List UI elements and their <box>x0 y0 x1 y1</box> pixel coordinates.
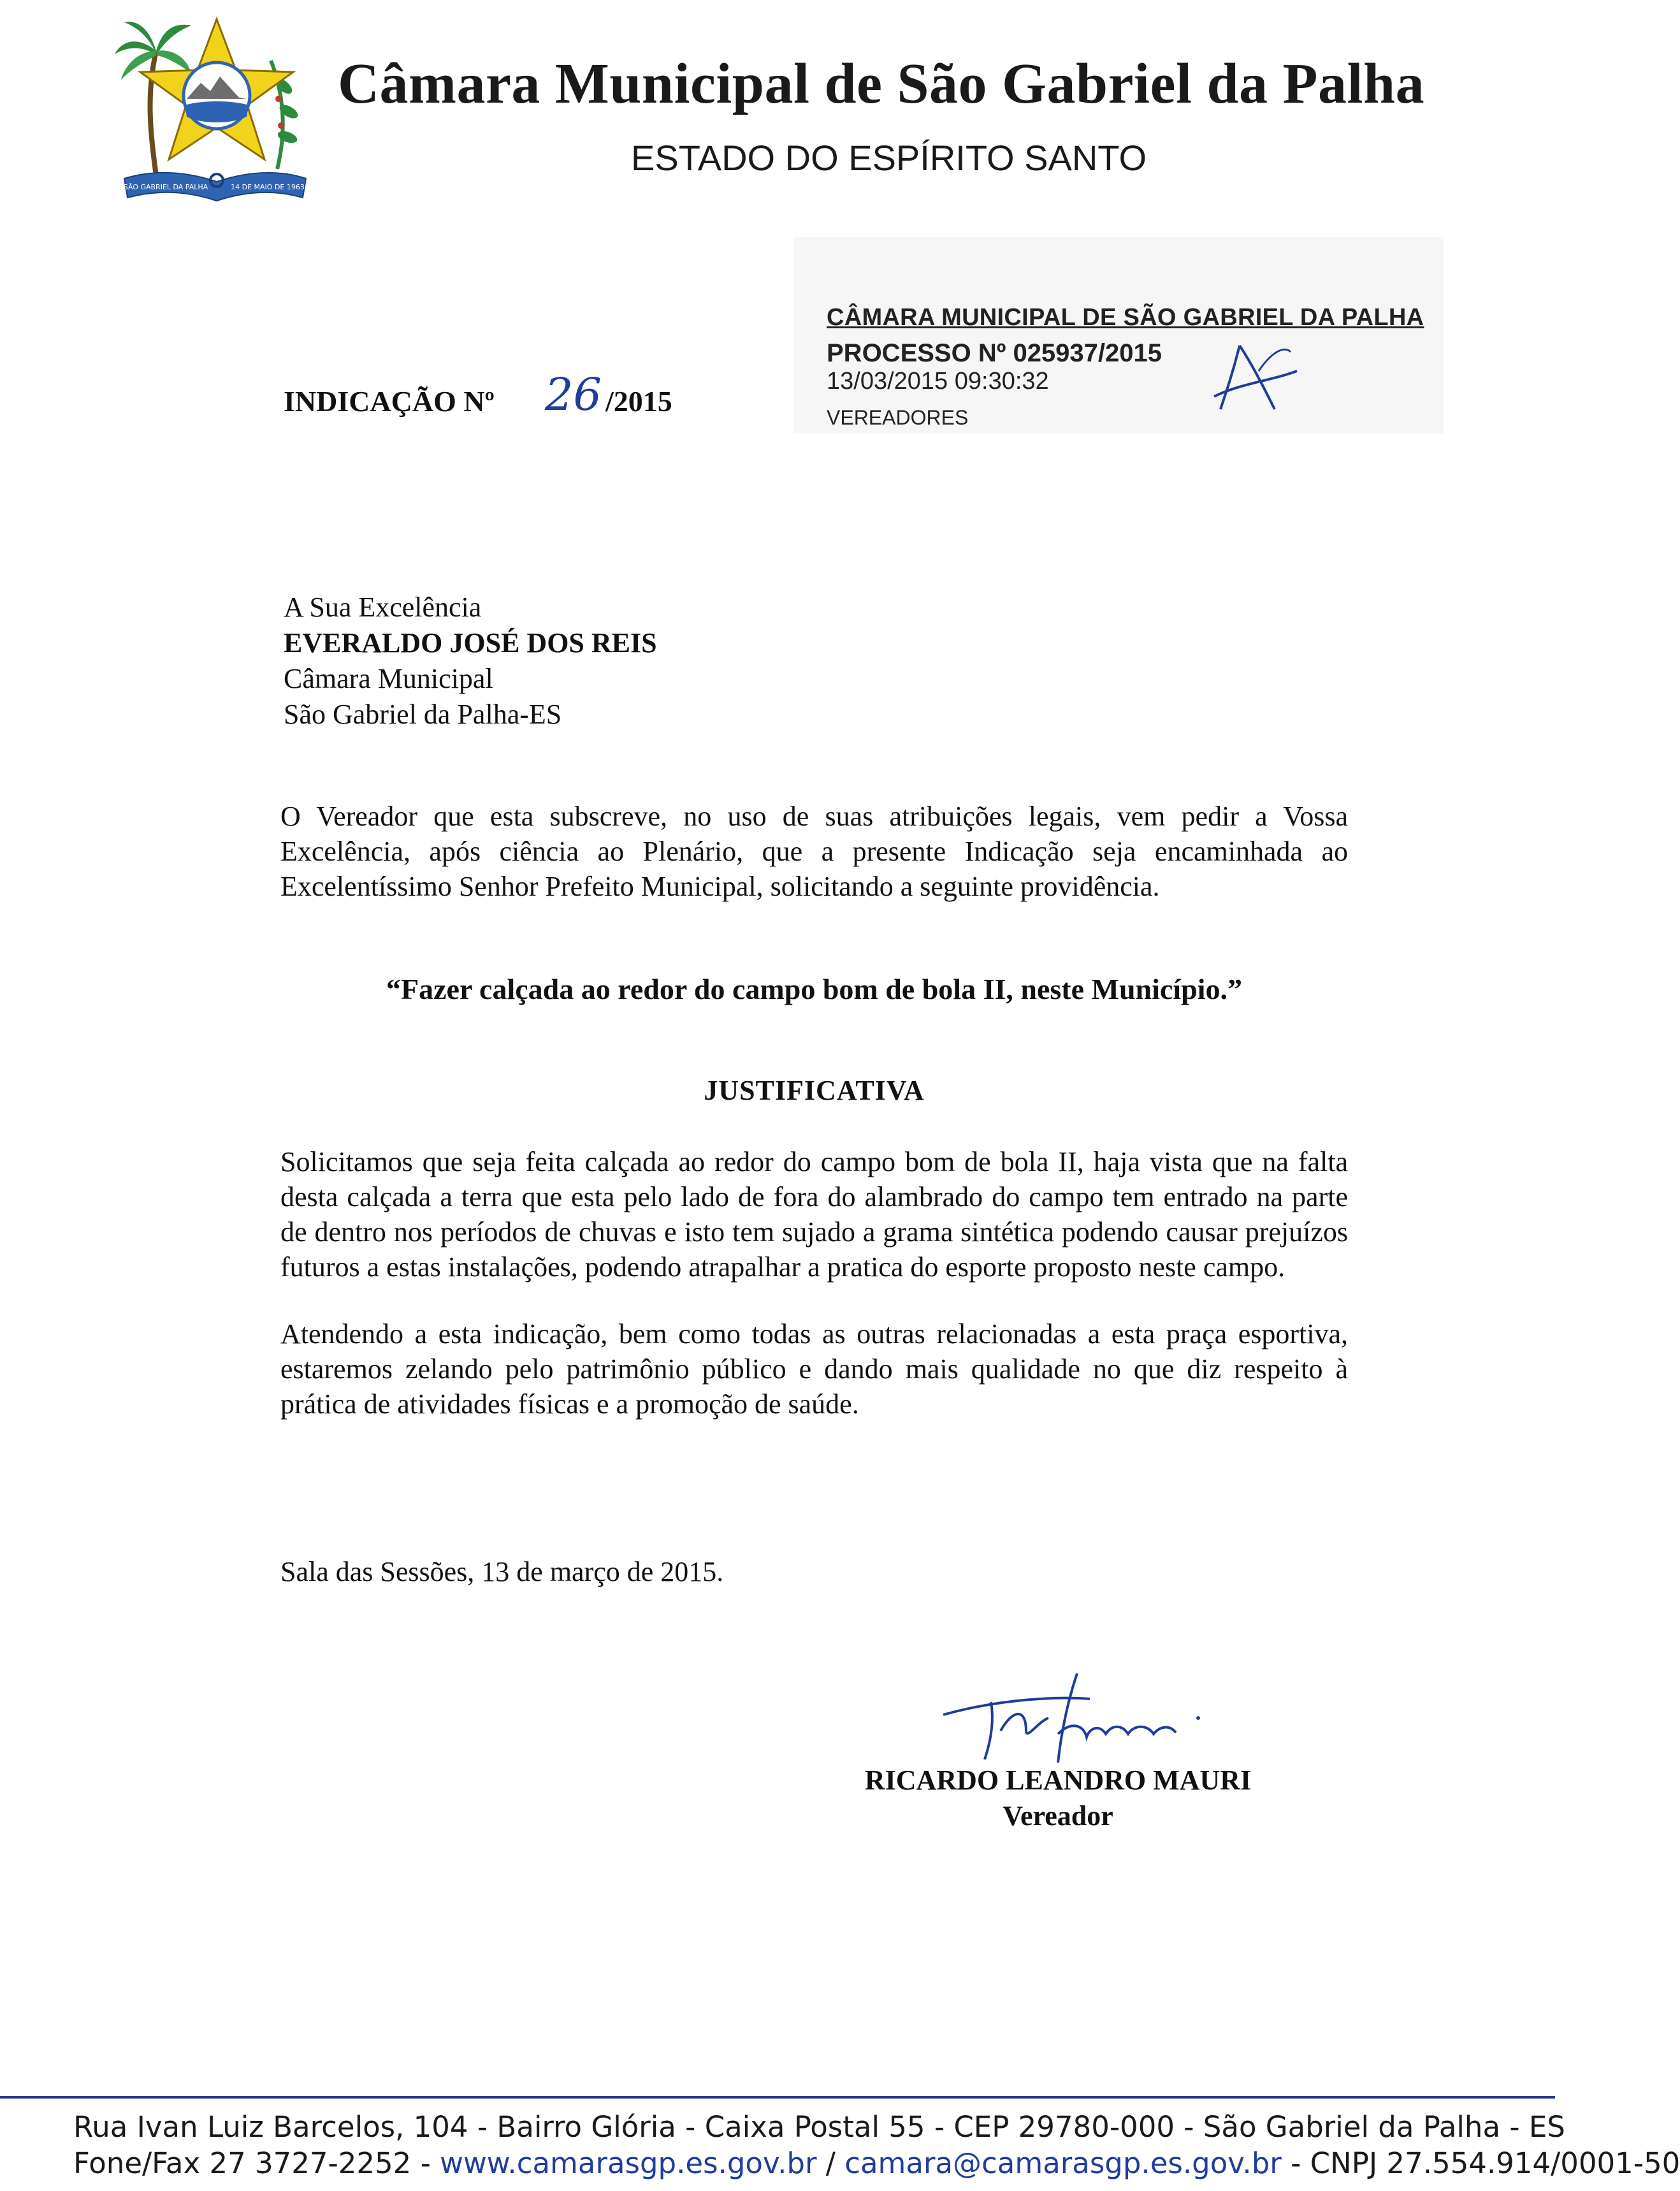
justification-paragraph-2: Atendendo a esta indicação, bem como todas as outras relacionadas a esta praça esportiva, estaremos zelando pelo patrimônio público e dando mais qualidade no que diz respeito à prática de atividades físicas e a promoção de saúde. <box>280 1318 1348 1420</box>
stamp-institution: CÂMARA MUNICIPAL DE SÃO GABRIEL DA PALHA <box>827 304 1424 331</box>
footer-contact <box>73 2146 1680 2180</box>
indication-year: /2015 <box>605 385 672 418</box>
recipient-org: Câmara Municipal <box>284 663 493 694</box>
stamp-process-number: PROCESSO Nº 025937/2015 <box>827 339 1162 367</box>
handwritten-signature-icon <box>931 1670 1230 1766</box>
indication-number: 26 <box>545 368 602 421</box>
recipient-block <box>284 590 657 732</box>
footer-email-link[interactable]: camara@camarasgp.es.gov.br <box>844 2146 1282 2180</box>
signer-name: RICARDO LEANDRO MAURI <box>864 1765 1252 1796</box>
seal-ribbon-right: 14 DE MAIO DE 1963 <box>231 183 305 191</box>
intro-paragraph: O Vereador que esta subscreve, no uso de suas atribuições legais, vem pedir a Vossa Excelência, após ciência ao Plenário, que a presente Indicação seja encaminhada ao Excelentíssimo Senhor Prefeito Municipal, solicitando a seguinte providência. <box>280 801 1348 902</box>
footer-phone: Fone/Fax 27 3727-2252 - <box>73 2146 440 2180</box>
municipal-seal-logo <box>112 16 315 207</box>
signer-block <box>848 1763 1268 1834</box>
stamp-initial-signature-icon <box>1214 333 1303 416</box>
stamp-department: VEREADORES <box>827 406 969 429</box>
footer-divider <box>0 2096 1555 2099</box>
indication-label: INDICAÇÃO Nº <box>284 385 495 418</box>
justification-paragraph-1: Solicitamos que seja feita calçada ao redor do campo bom de bola II, haja vista que na falta desta calçada a terra que esta pelo lado de fora do alambrado do campo tem entrado na parte de dentro nos períodos de chuvas e isto tem sujado a grama sintética podendo causar prejuízos futuros a estas instalações, podendo atrapalhar a pratica do esporte proposto neste campo. <box>280 1146 1348 1283</box>
signer-role: Vereador <box>1003 1800 1113 1831</box>
page-subtitle: ESTADO DO ESPÍRITO SANTO <box>631 138 1147 178</box>
recipient-name: EVERALDO JOSÉ DOS REIS <box>284 627 657 659</box>
request-statement: “Fazer calçada ao redor do campo bom de bola II, neste Município.” <box>386 973 1242 1005</box>
footer-cnpj: - CNPJ 27.554.914/0001-50 <box>1281 2146 1680 2180</box>
closing-line: Sala das Sessões, 13 de março de 2015. <box>280 1556 724 1587</box>
footer-address: Rua Ivan Luiz Barcelos, 104 - Bairro Glória - Caixa Postal 55 - CEP 29780-000 - São Gabriel da Palha - ES <box>73 2110 1565 2144</box>
footer-separator: / <box>816 2146 845 2180</box>
seal-ribbon-left: SÃO GABRIEL DA PALHA <box>123 183 208 191</box>
footer-website-link[interactable]: www.camarasgp.es.gov.br <box>440 2146 817 2180</box>
justification-heading: JUSTIFICATIVA <box>704 1075 925 1106</box>
recipient-city: São Gabriel da Palha-ES <box>284 699 562 730</box>
page-title: Câmara Municipal de São Gabriel da Palha <box>338 52 1425 115</box>
protocol-stamp <box>793 237 1444 433</box>
stamp-datetime: 13/03/2015 09:30:32 <box>827 368 1049 395</box>
recipient-salutation: A Sua Excelência <box>284 592 482 623</box>
